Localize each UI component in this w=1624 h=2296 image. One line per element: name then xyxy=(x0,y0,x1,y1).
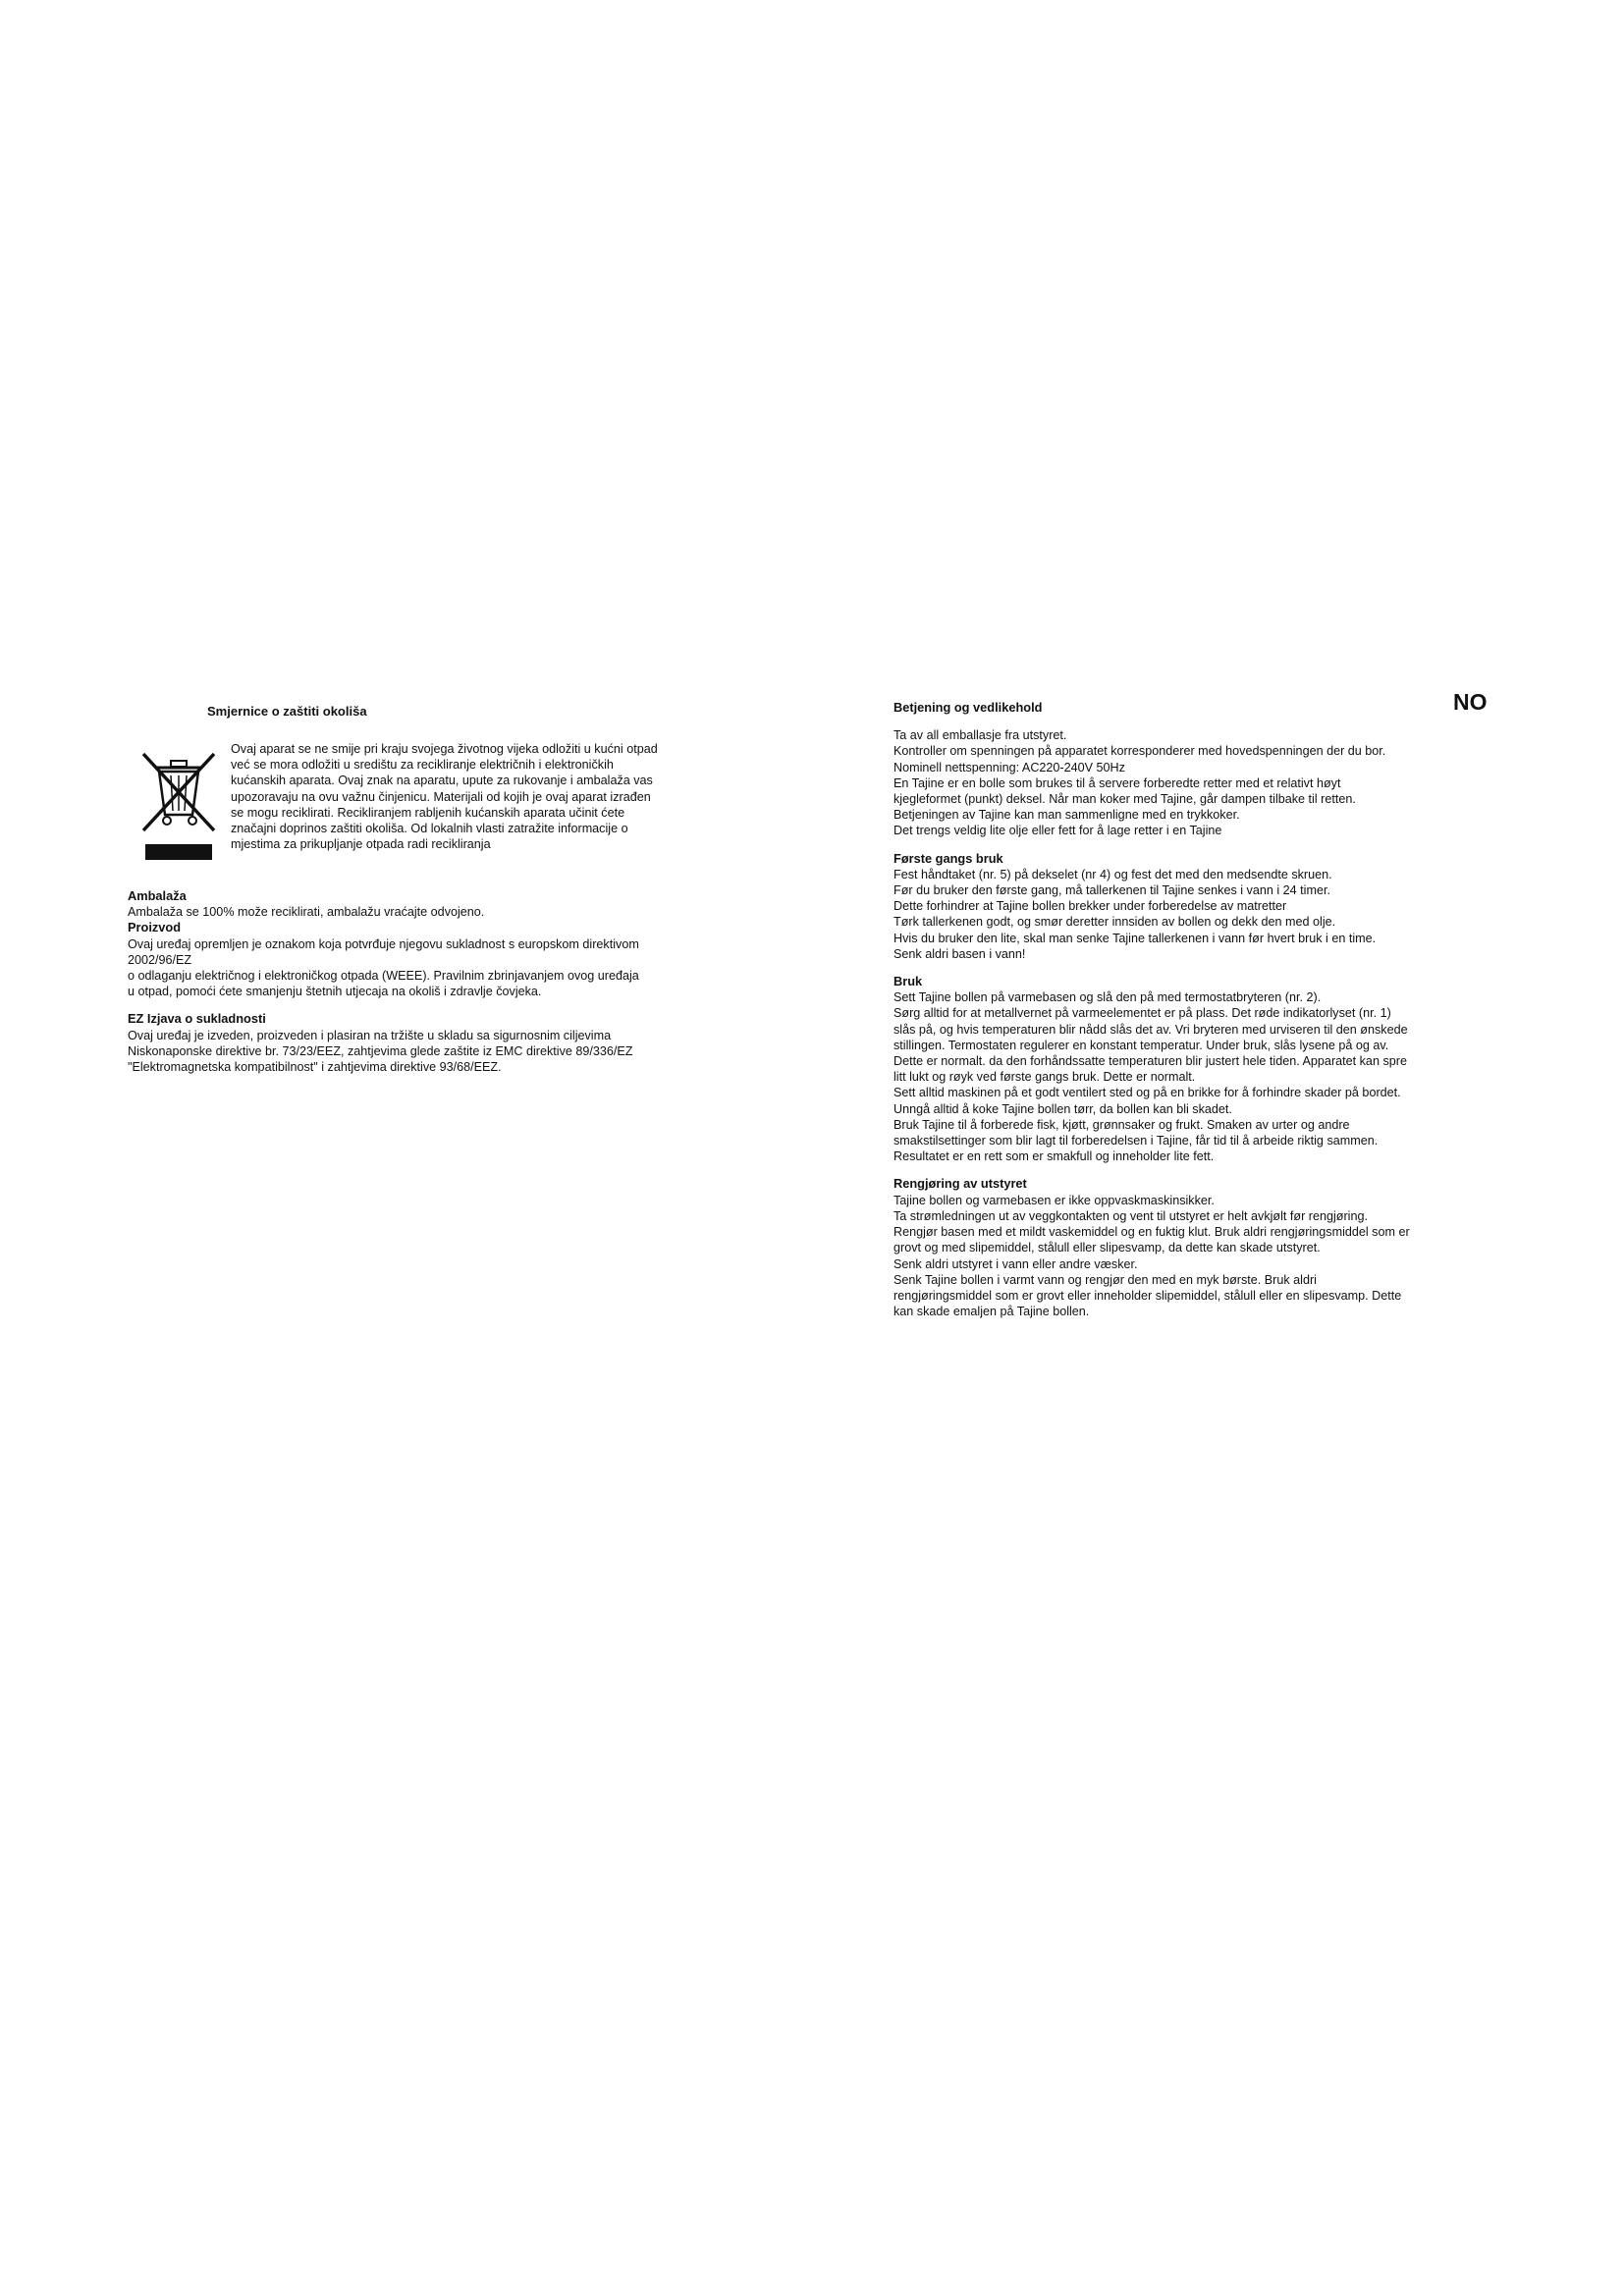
ez-declaration-text xyxy=(128,1028,639,1076)
ambalaza-text xyxy=(128,904,639,920)
text-line: Senk aldri basen i vann! xyxy=(893,946,1026,961)
text-line: kućanskih aparata. Ovaj znak na aparatu, upute za rukovanje i ambalaža vas xyxy=(231,774,653,788)
text-line: kjegleformet (punkt) deksel. Når man koker med Tajine, går dampen tilbake til retten. xyxy=(893,792,1356,807)
env-guidelines-text xyxy=(231,741,658,852)
bruk-text xyxy=(893,989,1410,1164)
text-line: stillingen. Termostaten regulerer en konstant temperatur. Under bruk, slås lysene på og av. xyxy=(893,1038,1389,1052)
text-line: Tørk tallerkenen godt, og smør deretter innsiden av bollen og dekk den med olje. xyxy=(893,915,1336,930)
text-line: Senk Tajine bollen i varmt vann og rengjør den med en myk børste. Bruk aldri xyxy=(893,1272,1317,1287)
text-line: već se mora odložiti u središtu za recikliranje električnih i elektroničkih xyxy=(231,758,614,773)
text-line: Ambalaža se 100% može reciklirati, ambalažu vraćajte odvojeno. xyxy=(128,905,485,920)
text-line: Hvis du bruker den lite, skal man senke Tajine tallerkenen i vann før hvert bruk i en time. xyxy=(893,931,1377,945)
text-line: slås på, og hvis temperaturen blir nådd slås det av. Vri bryteren med urviseren til den ønskede xyxy=(893,1022,1408,1037)
text-line: Ta strømledningen ut av veggkontakten og vent til utstyret er helt avkjølt før rengjøring. xyxy=(893,1208,1368,1223)
text-line: grovt og med slipemiddel, stålull eller slipesvamp, da dette kan skade utstyret. xyxy=(893,1241,1321,1255)
proizvod-text xyxy=(128,936,639,1000)
text-line: Det trengs veldig lite olje eller fett for å lage retter i en Tajine xyxy=(893,824,1222,838)
rengjoring-text xyxy=(893,1193,1410,1320)
text-line: "Elektromagnetska kompatibilnost" i zahtjevima direktive 93/68/EEZ. xyxy=(128,1060,502,1075)
text-line: upozoravaju na ovu važnu činjenicu. Materijali od kojih je ovaj aparat izrađen xyxy=(231,789,651,804)
text-line: rengjøringsmiddel som er grovt eller inneholder slipemiddel, stålull eller en slipesvamp. Dette xyxy=(893,1288,1402,1303)
env-guidelines-title: Smjernice o zaštiti okoliša xyxy=(207,704,367,719)
text-line: značajni doprinos zaštiti okoliša. Od lokalnih vlasti zatražite informacije o xyxy=(231,822,628,836)
text-line: Tajine bollen og varmebasen er ikke oppvaskmaskinsikker. xyxy=(893,1193,1215,1207)
text-line: Dette forhindrer at Tajine bollen brekker under forberedelse av matretter xyxy=(893,899,1287,914)
text-line: Sett alltid maskinen på et godt ventilert sted og på en brikke for å forhindre skader på bordet. xyxy=(893,1086,1401,1100)
text-line: Unngå alltid å koke Tajine bollen tørr, da bollen kan bli skadet. xyxy=(893,1101,1232,1116)
text-line: Ovaj uređaj opremljen je oznakom koja potvrđuje njegovu sukladnost s europskom direktivom xyxy=(128,936,639,951)
text-line: litt lukt og røyk ved første gangs bruk. Dette er normalt. xyxy=(893,1070,1196,1085)
bruk-heading: Bruk xyxy=(893,974,923,989)
text-line: Resultatet er en rett som er smakfull og inneholder lite fett. xyxy=(893,1149,1215,1164)
text-line: Ovaj uređaj je izveden, proizveden i plasiran na tržište u skladu sa sigurnosnim ciljevima xyxy=(128,1028,612,1042)
weee-crossed-bin-icon xyxy=(137,746,220,864)
forste-text xyxy=(893,867,1410,962)
left-sections xyxy=(128,888,639,1075)
text-line: Senk aldri utstyret i vann eller andre væsker. xyxy=(893,1256,1138,1271)
text-line: Bruk Tajine til å forberede fisk, kjøtt, grønnsaker og frukt. Smaken av urter og andre xyxy=(893,1117,1350,1132)
text-line: Betjeningen av Tajine kan man sammenligne med en trykkoker. xyxy=(893,808,1240,823)
text-line: Niskonaponske direktive br. 73/23/EEZ, zahtjevima glede zaštite iz EMC direktive 89/336/EZ xyxy=(128,1043,633,1058)
betjening-heading: Betjening og vedlikehold xyxy=(893,700,1043,715)
text-line: Sett Tajine bollen på varmebasen og slå den på med termostatbryteren (nr. 2). xyxy=(893,990,1322,1005)
forste-heading: Første gangs bruk xyxy=(893,850,1003,866)
right-sections xyxy=(893,700,1410,1319)
language-label: NO xyxy=(1453,689,1488,715)
text-line: En Tajine er en bolle som brukes til å servere forberedte retter med et relativt høyt xyxy=(893,775,1341,790)
text-line: Før du bruker den første gang, må tallerkenen til Tajine senkes i vann i 24 timer. xyxy=(893,883,1330,898)
text-line: Ovaj aparat se ne smije pri kraju svojega životnog vijeka odložiti u kućni otpad xyxy=(231,742,658,756)
text-line: Fest håndtaket (nr. 5) på dekselet (nr 4) og fest det med den medsendte skruen. xyxy=(893,867,1332,881)
text-line: Kontroller om spenningen på apparatet korresponderer med hovedspenningen der du bor. xyxy=(893,744,1386,759)
text-line: mjestima za prikupljanje otpada radi recikliranja xyxy=(231,837,491,852)
text-line: Dette er normalt. da den forhåndssatte temperaturen blir justert hele tiden. Apparatet kan spre xyxy=(893,1054,1407,1069)
text-line: u otpad, pomoći ćete smanjenju štetnih utjecaja na okoliš i zdravlje čovjeka. xyxy=(128,985,542,999)
rengjoring-heading: Rengjøring av utstyret xyxy=(893,1176,1027,1192)
text-line: se mogu reciklirati. Recikliranjem rabljenih kućanskih aparata učinit ćete xyxy=(231,805,625,820)
text-line: 2002/96/EZ xyxy=(128,952,192,967)
ambalaza-heading: Ambalaža xyxy=(128,888,187,903)
text-line: o odlaganju električnog i elektroničkog otpada (WEEE). Pravilnim zbrinjavanjem ovog uređaja xyxy=(128,969,639,984)
text-line: Nominell nettspenning: AC220-240V 50Hz xyxy=(893,760,1125,774)
proizvod-heading: Proizvod xyxy=(128,920,182,935)
betjening-text xyxy=(893,727,1410,838)
text-line: Sørg alltid for at metallvernet på varmeelementet er på plass. Det røde indikatorlyset (nr. 1) xyxy=(893,1006,1391,1021)
ez-declaration-heading: EZ Izjava o sukladnosti xyxy=(128,1011,266,1027)
text-line: kan skade emaljen på Tajine bollen. xyxy=(893,1305,1090,1319)
text-line: smakstilsettinger som blir lagt til forberedelsen i Tajine, får tid til å arbeide riktig sammen. xyxy=(893,1134,1379,1148)
text-line: Rengjør basen med et mildt vaskemiddel og en fuktig klut. Bruk aldri rengjøringsmiddel som er xyxy=(893,1225,1410,1240)
text-line: Ta av all emballasje fra utstyret. xyxy=(893,728,1067,743)
